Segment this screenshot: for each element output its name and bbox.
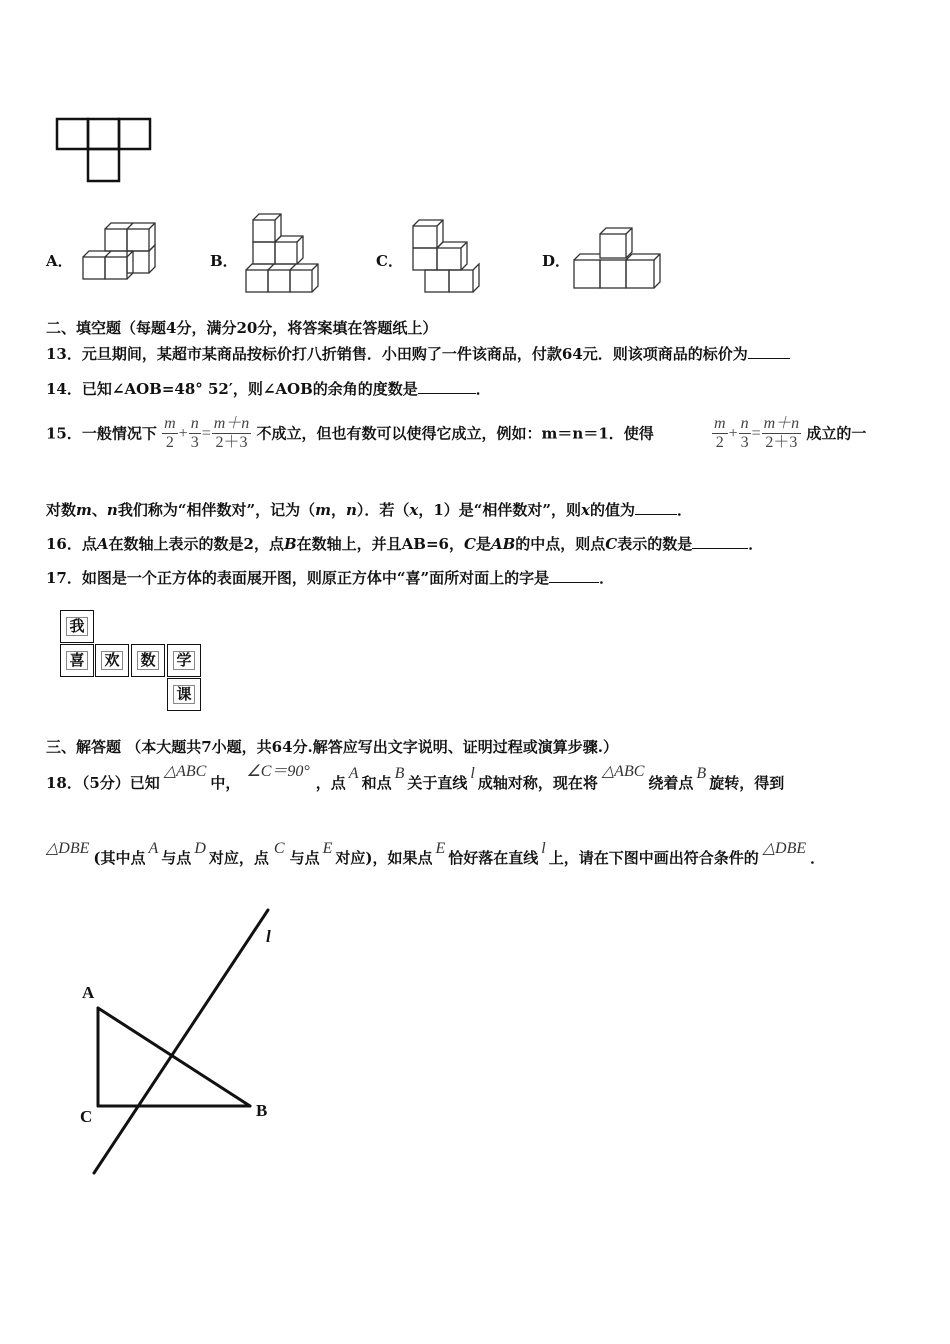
q18-o: 恰好落在直线: [448, 849, 539, 867]
cell-text: 喜: [66, 651, 87, 670]
q18-j: 与点: [161, 849, 192, 867]
q15-mid: 不成立，但也有数可以使得它成立，例如：: [256, 424, 542, 443]
line-l: l: [470, 765, 475, 782]
cell-text: 学: [173, 651, 194, 670]
triangle-dbe: △DBE: [762, 840, 807, 857]
triangle-abc: △ABC: [601, 763, 645, 780]
q16-f: 表示的数是: [617, 535, 693, 553]
q17-blank: [549, 568, 599, 583]
fraction-sum: [762, 415, 802, 452]
section-2-title: 二、填空题（每题4分，满分20分，将答案填在答题纸上）: [46, 319, 438, 337]
var-x: x: [409, 501, 419, 519]
question-15: [46, 415, 654, 452]
q16-a: 16．点: [46, 535, 97, 553]
triangle-abc: △ABC: [163, 763, 207, 780]
point-d: D: [194, 840, 206, 857]
point-e: E: [322, 840, 333, 857]
frac-den: 2: [165, 434, 174, 451]
option-c-figure: [405, 212, 490, 300]
q16-e: 的中点，则点: [515, 535, 606, 553]
q15-example: m＝n＝1．使得: [541, 424, 654, 443]
equals-sign: =: [201, 424, 211, 442]
question-18-line-2: [46, 840, 826, 869]
q15-sep: 、: [91, 501, 107, 519]
question-16: [46, 534, 763, 554]
q14-end: ．: [475, 380, 491, 398]
q18-a: 18．（5分）已知: [46, 774, 160, 792]
q15-l2d: ，1）是“相伴数对”，则: [418, 501, 582, 519]
frac-den: 2＋3: [765, 434, 798, 451]
option-a-figure: [75, 215, 170, 295]
q15-lead: 15．一般情况下: [46, 424, 157, 443]
question-13: [46, 344, 790, 364]
label-l: l: [266, 927, 271, 946]
option-d-figure: [570, 222, 665, 294]
cell-text: 课: [173, 685, 194, 704]
q16-end: ．: [748, 535, 764, 553]
fraction-m-over-2: [162, 415, 178, 452]
net-cell-shu: [131, 644, 165, 677]
label-c: C: [80, 1107, 93, 1126]
question-18: [46, 763, 785, 794]
point-b: B: [696, 765, 707, 782]
q16-blank: [692, 534, 748, 549]
var-x: x: [581, 501, 590, 519]
frac-num: m: [164, 415, 176, 432]
q18-g: 绕着点: [648, 774, 694, 792]
q15-end: ．: [677, 501, 693, 519]
angle-c: ∠C＝90°: [246, 763, 310, 780]
q18-k: 对应，点: [208, 849, 269, 867]
q16-d: 是: [475, 535, 491, 553]
q13-text: 13．元旦期间，某超市某商品按标价打八折销售．小田购了一件该商品，付款64元．则该项商品的标价为: [46, 345, 748, 363]
var-c: C: [463, 535, 476, 553]
q18-h: 旋转，得到: [709, 774, 785, 792]
q15-comma: ，: [330, 501, 346, 519]
q18-c: ，点: [315, 774, 346, 792]
triangle-dbe: △DBE: [46, 840, 90, 857]
frac-num: m＋n: [213, 415, 250, 432]
cube-net: [60, 610, 210, 720]
q14-blank: [418, 379, 476, 394]
frac-num: n: [740, 415, 749, 432]
view-diagram: [50, 112, 160, 187]
cell-text: 我: [66, 617, 87, 636]
q15-l2c: ）．若（: [356, 501, 410, 519]
plus-sign: +: [728, 424, 738, 442]
option-d-label: D．: [542, 252, 571, 270]
net-cell-xue: [167, 644, 201, 677]
net-cell-huan: [95, 644, 129, 677]
q15-l2a: 对数: [46, 501, 77, 519]
equals-sign: =: [751, 424, 761, 442]
q16-c: 在数轴上，并且AB=6，: [296, 535, 464, 553]
q18-end: ．: [810, 849, 826, 867]
q15-l2b: 我们称为“相伴数对”，记为（: [117, 501, 316, 519]
q16-b: 在数轴上表示的数是2，点: [108, 535, 284, 553]
var-ab: AB: [490, 535, 516, 553]
q17-end: ．: [599, 569, 615, 587]
q17-text: 17．如图是一个正方体的表面展开图，则原正方体中“喜”面所对面上的字是: [46, 569, 550, 587]
point-a: A: [348, 765, 359, 782]
label-a: A: [82, 983, 95, 1002]
triangle-figure: [70, 900, 300, 1185]
fraction-n-over-3: [739, 415, 751, 452]
option-b-figure: [238, 208, 333, 300]
q18-e: 关于直线: [407, 774, 468, 792]
q18-m: 与点: [289, 849, 320, 867]
q18-b: 中，: [210, 774, 241, 792]
option-c-label: C．: [376, 252, 403, 270]
cell-text: 欢: [101, 651, 122, 670]
net-cell-xi: [60, 644, 94, 677]
side-ab: [98, 1008, 250, 1106]
q18-n: 对应)，如果点: [335, 849, 433, 867]
frac-num: n: [190, 415, 199, 432]
question-14: [46, 379, 491, 399]
line-l: [94, 910, 268, 1173]
option-a-label: A．: [46, 252, 73, 270]
q18-f: 成轴对称，现在将: [477, 774, 598, 792]
net-cell-wo: [60, 610, 94, 643]
cell-text: 数: [137, 651, 158, 670]
q14-text: 14．已知∠AOB=48° 52′，则∠AOB的余角的度数是: [46, 380, 418, 398]
var-n: n: [345, 501, 357, 519]
point-e: E: [435, 840, 446, 857]
q18-i: (其中点: [93, 849, 146, 867]
var-n: n: [106, 501, 118, 519]
net-cell-ke: [167, 678, 201, 711]
option-b-label: B．: [210, 252, 238, 270]
q15-tail: 成立的一: [806, 424, 867, 443]
var-b: B: [283, 535, 297, 553]
line-l: l: [541, 840, 546, 857]
q13-blank: [748, 344, 790, 359]
fraction-sum: [212, 415, 252, 452]
question-15-line-2: [46, 500, 692, 520]
q15-blank: [635, 500, 677, 515]
point-b: B: [394, 765, 405, 782]
frac-den: 3: [740, 434, 749, 451]
question-17: [46, 568, 614, 588]
frac-den: 2＋3: [215, 434, 248, 451]
q18-p: 上，请在下图中画出符合条件的: [548, 849, 759, 867]
var-a: A: [96, 535, 109, 553]
frac-den: 3: [190, 434, 199, 451]
point-c: C: [273, 840, 285, 857]
var-m: m: [315, 501, 331, 519]
frac-den: 2: [715, 434, 724, 451]
var-c: C: [605, 535, 618, 553]
fraction-n-over-3: [189, 415, 201, 452]
var-m: m: [76, 501, 92, 519]
frac-num: m: [714, 415, 726, 432]
point-a: A: [148, 840, 159, 857]
section-3-title: 三、解答题 （本大题共7小题，共64分.解答应写出文字说明、证明过程或演算步骤.）: [46, 738, 618, 756]
label-b: B: [256, 1101, 268, 1120]
q15-l2e: 的值为: [590, 501, 636, 519]
frac-num: m＋n: [763, 415, 800, 432]
q18-d: 和点: [361, 774, 392, 792]
question-15-formula-2: [712, 415, 866, 452]
fraction-m-over-2: [712, 415, 728, 452]
plus-sign: +: [178, 424, 188, 442]
